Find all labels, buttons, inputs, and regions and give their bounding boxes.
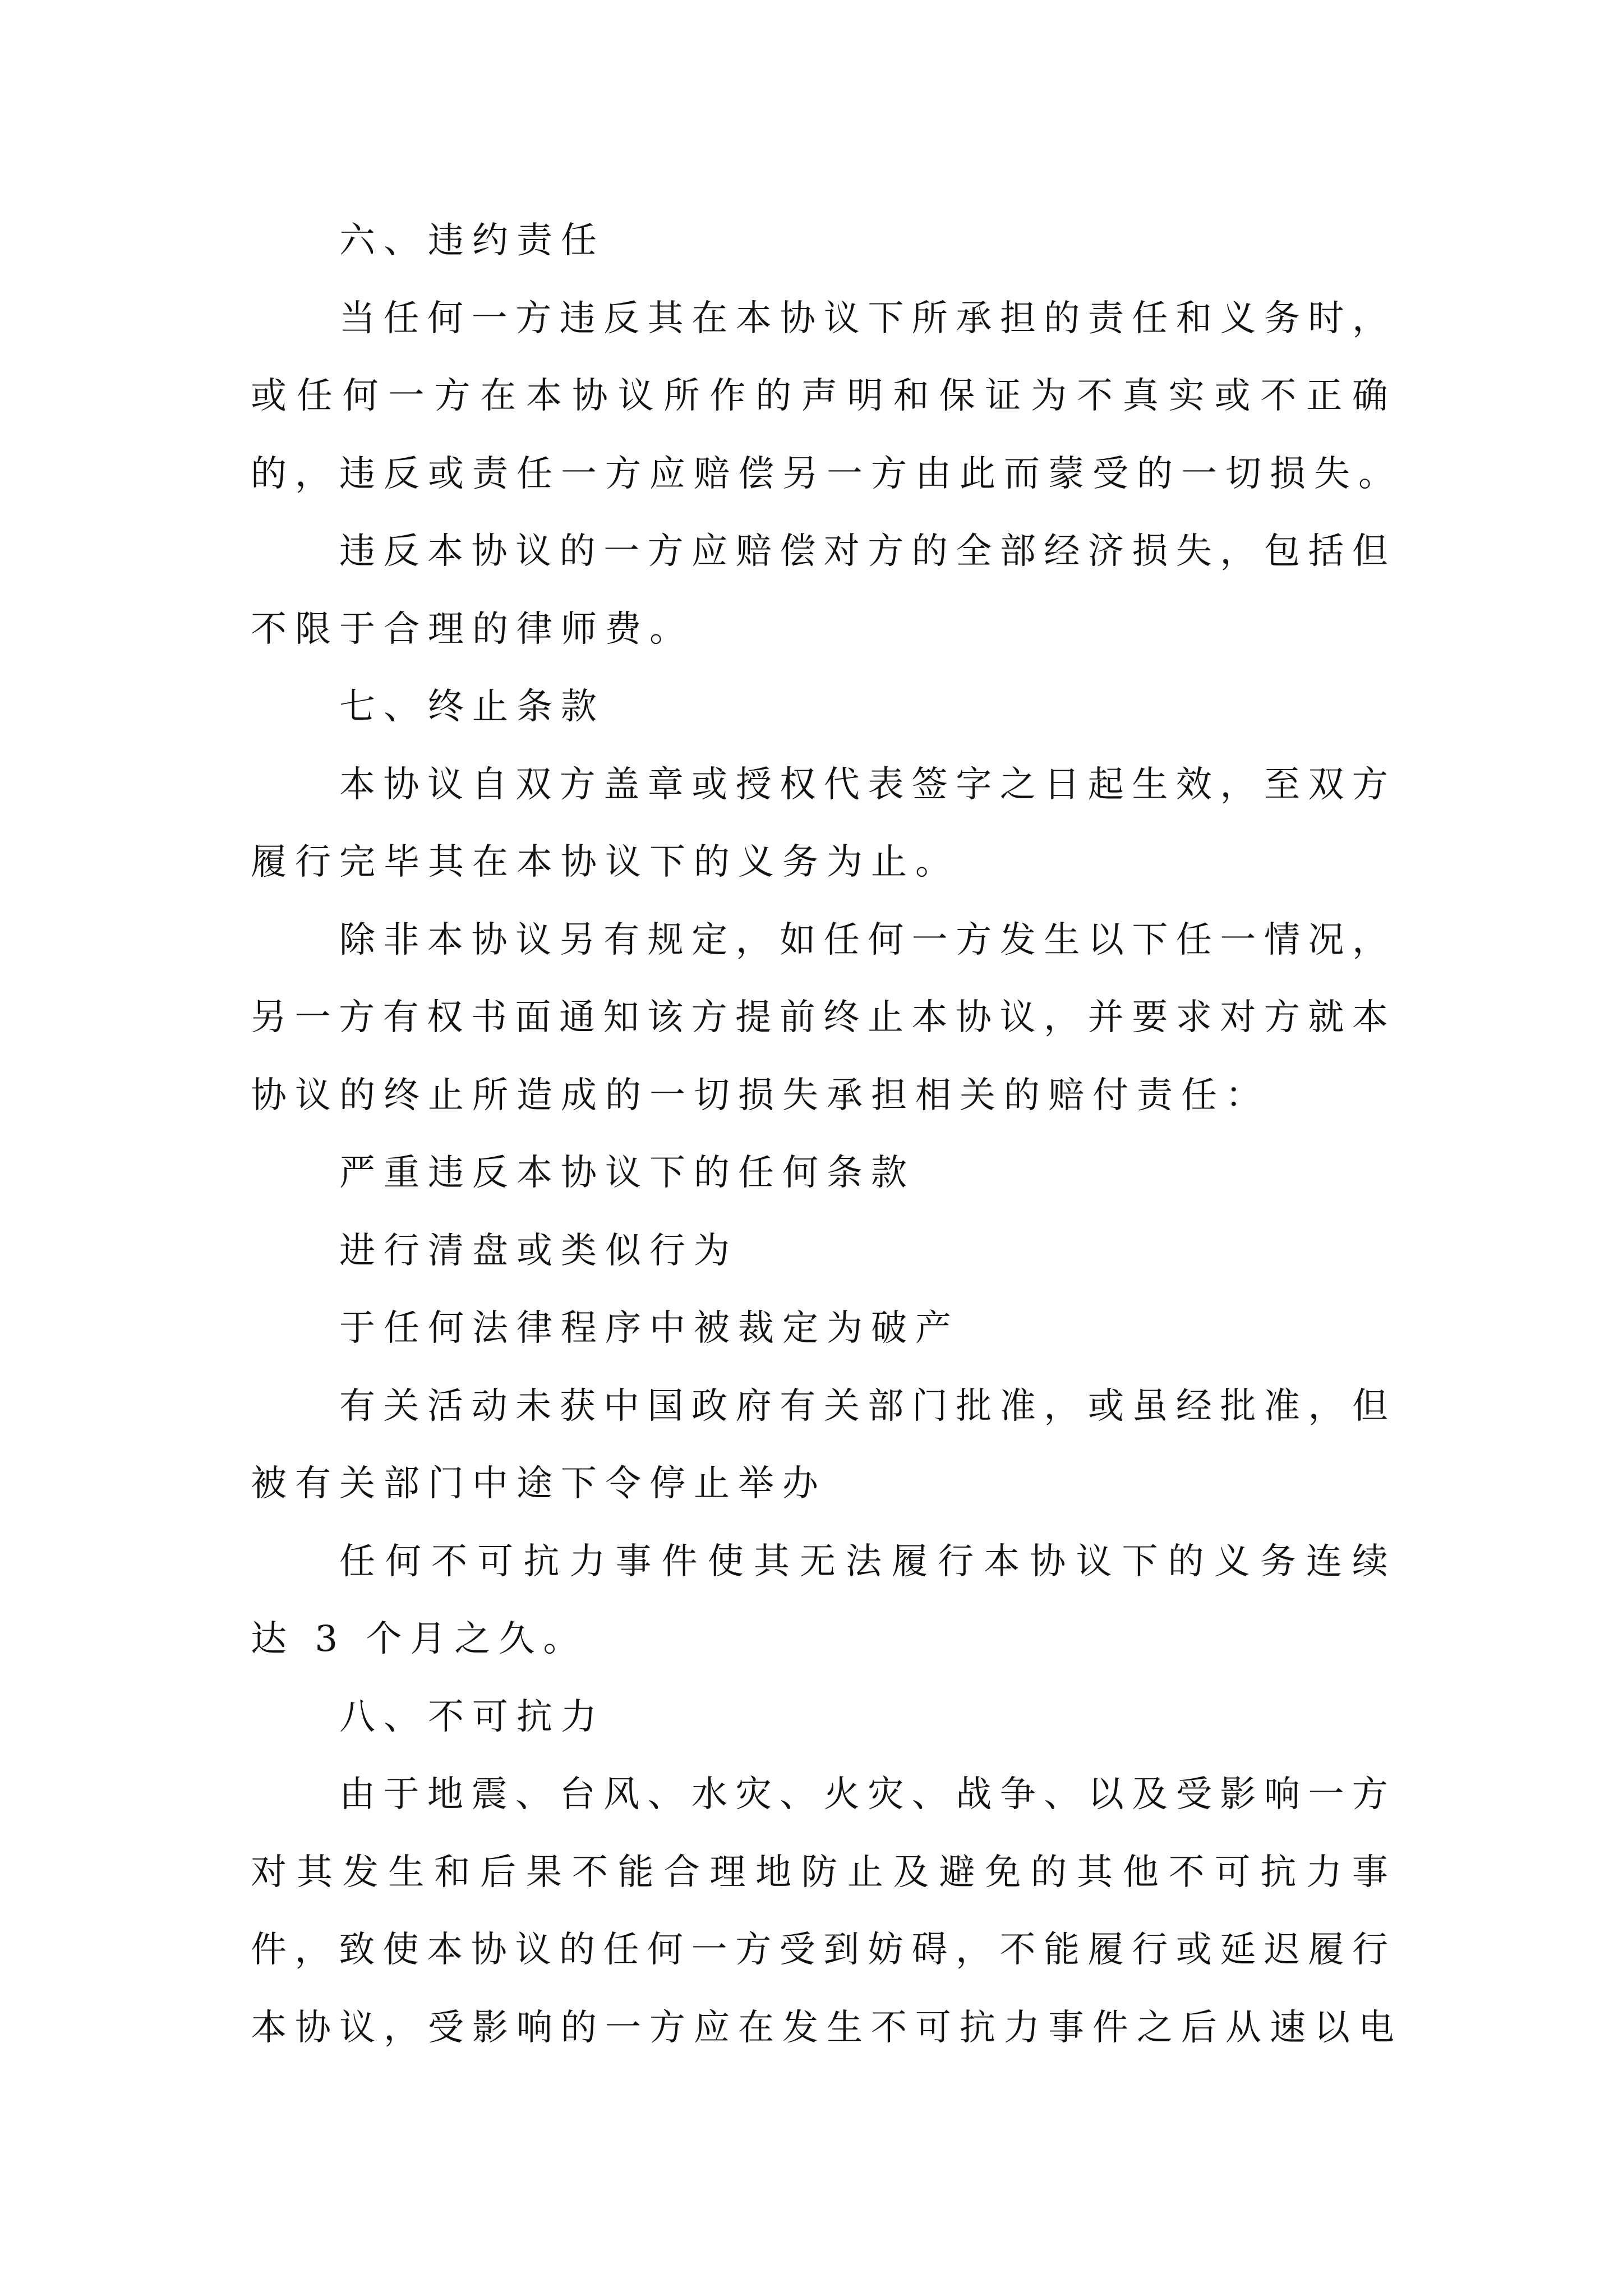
text-line: 当任何一方违反其在本协议下所承担的责任和义务时， xyxy=(339,297,1388,339)
paragraph xyxy=(251,513,1388,668)
paragraph xyxy=(251,1678,1388,1756)
text-line: 违反本协议的一方应赔偿对方的全部经济损失，包括但 xyxy=(339,531,1388,572)
text-line: 严重违反本协议下的任何条款 xyxy=(339,1152,915,1194)
text-line: 于任何法律程序中被裁定为破产 xyxy=(339,1308,960,1349)
text-line: 任何不可抗力事件使其无法履行本协议下的义务连续 xyxy=(339,1540,1388,1582)
text-line: 对其发生和后果不能合理地防止及避免的其他不可抗力事 xyxy=(251,1851,1388,1893)
text-line: 除非本协议另有规定，如任何一方发生以下任一情况， xyxy=(339,919,1388,961)
text-line: 七、终止条款 xyxy=(339,686,605,728)
text-line: 的，违反或责任一方应赔偿另一方由此而蒙受的一切损失。 xyxy=(251,453,1403,495)
text-line: 件，致使本协议的任何一方受到妨碍，不能履行或延迟履行 xyxy=(251,1929,1388,1971)
text-line: 本协议，受影响的一方应在发生不可抗力事件之后从速以电 xyxy=(251,2007,1403,2049)
document-body xyxy=(251,202,1403,2067)
paragraph xyxy=(251,1212,1388,1290)
text-line: 不限于合理的律师费。 xyxy=(251,608,694,650)
paragraph xyxy=(251,901,1388,1135)
text-line: 八、不可抗力 xyxy=(339,1696,605,1738)
text-line: 有关活动未获中国政府有关部门批准，或虽经批准，但 xyxy=(339,1385,1388,1427)
paragraph xyxy=(251,1290,1388,1368)
text-line: 协议的终止所造成的一切损失承担相关的赔付责任： xyxy=(251,1074,1270,1116)
paragraph xyxy=(251,746,1388,901)
paragraph xyxy=(251,1368,1388,1523)
text-line: 由于地震、台风、水灾、火灾、战争、以及受影响一方 xyxy=(339,1774,1388,1815)
text-line: 另一方有权书面通知该方提前终止本协议，并要求对方就本 xyxy=(251,997,1388,1038)
paragraph xyxy=(251,280,1403,513)
text-line: 履行完毕其在本协议下的义务为止。 xyxy=(251,841,960,883)
paragraph xyxy=(251,202,1388,280)
text-line: 达 3 个月之久。 xyxy=(251,1618,588,1660)
paragraph xyxy=(251,668,1388,746)
text-line: 进行清盘或类似行为 xyxy=(339,1230,738,1272)
paragraph xyxy=(251,1134,1388,1212)
text-line: 或任何一方在本协议所作的声明和保证为不真实或不正确 xyxy=(251,375,1388,417)
paragraph xyxy=(251,1523,1388,1678)
paragraph xyxy=(251,1756,1403,2067)
text-line: 本协议自双方盖章或授权代表签字之日起生效，至双方 xyxy=(339,763,1388,806)
text-line: 被有关部门中途下令停止举办 xyxy=(251,1463,827,1504)
text-line: 六、违约责任 xyxy=(339,220,605,261)
